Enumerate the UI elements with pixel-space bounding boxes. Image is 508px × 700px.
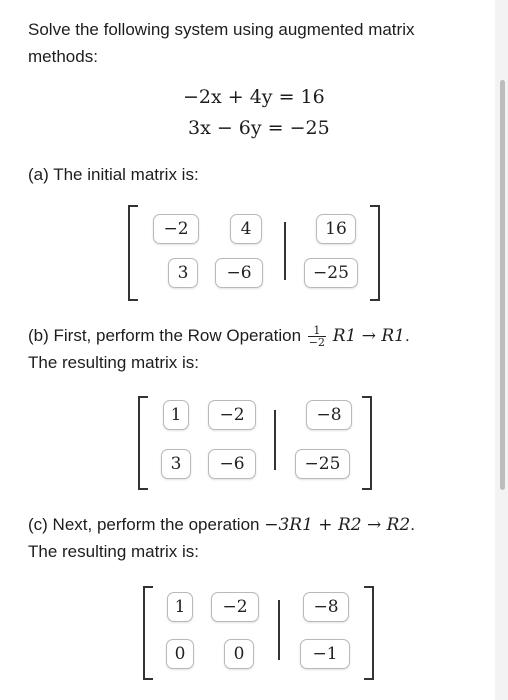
part-b-line-1 xyxy=(28,322,410,350)
matrix-c-right-bracket xyxy=(364,586,374,680)
part-c-suffix: . xyxy=(410,515,415,534)
matrix-c-cell-r2c3[interactable]: −1 xyxy=(300,639,350,669)
system-equation-2: 3x − 6y = −25 xyxy=(188,117,330,139)
matrix-a-left-bracket xyxy=(128,205,138,301)
matrix-b-cell-r1c1[interactable]: 1 xyxy=(163,400,189,430)
part-c-prefix: (c) Next, perform the operation xyxy=(28,515,260,534)
matrix-c-left-bracket xyxy=(143,586,153,680)
matrix-b-cell-r1c2[interactable]: −2 xyxy=(208,400,256,430)
intro-line-1: Solve the following system using augmented matrix xyxy=(28,20,415,39)
matrix-c-augment-bar xyxy=(278,600,280,660)
matrix-c-cell-r1c2[interactable]: −2 xyxy=(211,592,259,622)
part-b-fraction-numerator: 1 xyxy=(308,325,326,337)
matrix-c-cell-r1c1[interactable]: 1 xyxy=(167,592,193,622)
matrix-a-cell-r2c2[interactable]: −6 xyxy=(215,258,263,288)
part-c-line-1 xyxy=(28,511,415,539)
matrix-b-cell-r1c3[interactable]: −8 xyxy=(306,400,352,430)
matrix-c-cell-r2c2[interactable]: 0 xyxy=(224,639,254,669)
part-b-operation: R1 → R1 xyxy=(332,326,406,346)
matrix-a-cell-r1c2[interactable]: 4 xyxy=(230,214,262,244)
matrix-a-right-bracket xyxy=(370,205,380,301)
part-b-fraction xyxy=(308,325,326,348)
part-c-operation: −3R1 + R2 → R2 xyxy=(264,515,411,535)
part-b-fraction-denominator: −2 xyxy=(308,336,325,350)
part-b-suffix: . xyxy=(405,326,410,345)
matrix-b-cell-r2c3[interactable]: −25 xyxy=(295,449,350,479)
part-b-line-2: The resulting matrix is: xyxy=(28,353,199,372)
matrix-b-cell-r2c1[interactable]: 3 xyxy=(161,449,191,479)
matrix-c-cell-r1c3[interactable]: −8 xyxy=(303,592,349,622)
matrix-b-right-bracket xyxy=(362,396,372,490)
vertical-scrollbar[interactable] xyxy=(500,80,505,490)
matrix-b-cell-r2c2[interactable]: −6 xyxy=(208,449,256,479)
matrix-a-augment-bar xyxy=(284,222,286,280)
matrix-a-cell-r2c3[interactable]: −25 xyxy=(304,258,358,288)
matrix-a-cell-r1c3[interactable]: 16 xyxy=(316,214,356,244)
matrix-c-cell-r2c1[interactable]: 0 xyxy=(166,639,194,669)
part-b-prefix: (b) First, perform the Row Operation xyxy=(28,326,302,345)
system-equation-1: −2x + 4y = 16 xyxy=(183,86,325,108)
matrix-a-cell-r1c1[interactable]: −2 xyxy=(153,214,199,244)
matrix-a-cell-r2c1[interactable]: 3 xyxy=(168,258,198,288)
part-a-label: (a) The initial matrix is: xyxy=(28,165,199,184)
intro-line-2: methods: xyxy=(28,47,98,66)
part-c-line-2: The resulting matrix is: xyxy=(28,542,199,561)
matrix-b-augment-bar xyxy=(274,410,276,470)
matrix-b-left-bracket xyxy=(138,396,148,490)
